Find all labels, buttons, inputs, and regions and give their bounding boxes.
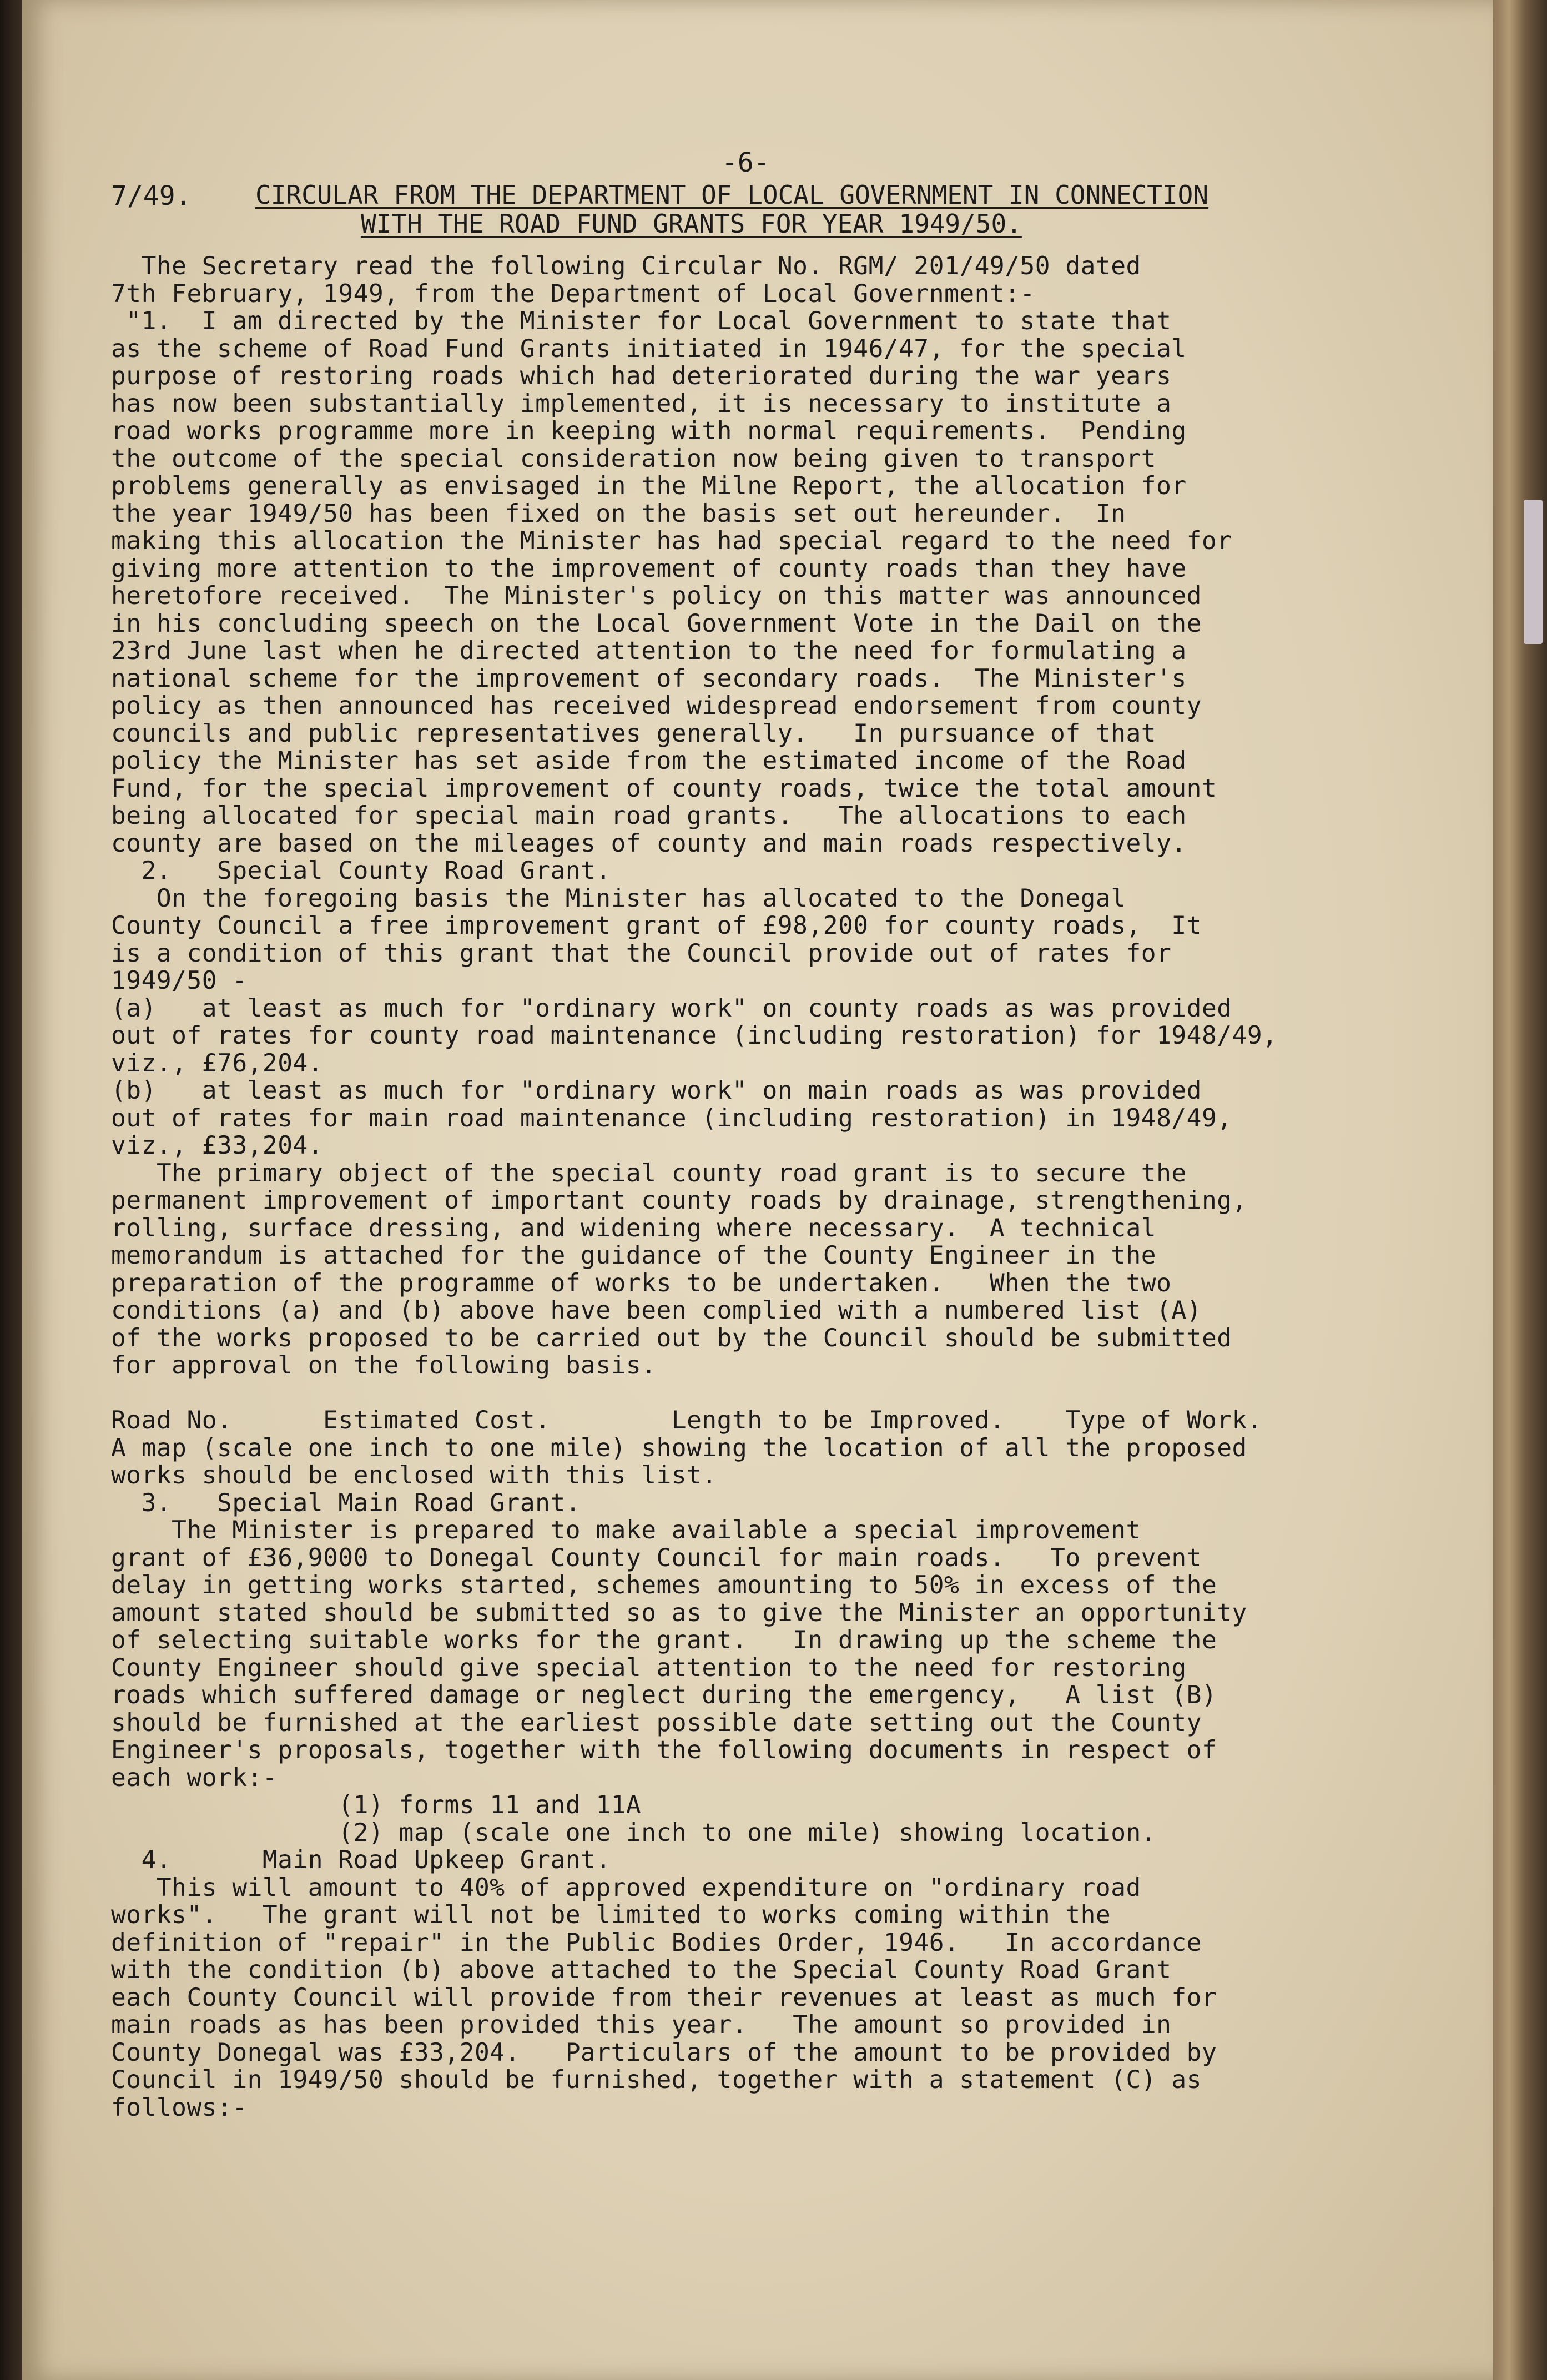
body-line: the outcome of the special consideration now being given to transport — [111, 444, 1157, 473]
body-line: viz., £76,204. — [111, 1049, 324, 1078]
body-line: problems generally as envisaged in the Milne Report, the allocation for — [111, 472, 1187, 500]
body-line: County Donegal was £33,204. Particulars of the amount to be provided by — [111, 2038, 1217, 2067]
body-line: preparation of the programme of works to be undertaken. When the two — [111, 1269, 1172, 1297]
body-line: 2. Special County Road Grant. — [111, 857, 611, 885]
body-line: (1) forms 11 and 11A — [111, 1791, 642, 1819]
body-line: of selecting suitable works for the grant. In drawing up the scheme the — [111, 1626, 1217, 1654]
body-line: conditions (a) and (b) above have been complied with a numbered list (A) — [111, 1296, 1202, 1325]
body-line: county are based on the mileages of county and main roads respectively. — [111, 829, 1187, 858]
body-line: "1. I am directed by the Minister for Local Government to state that — [111, 307, 1172, 335]
body-line: Engineer's proposals, together with the following documents in respect of — [111, 1736, 1217, 1764]
body-line: each work:- — [111, 1763, 278, 1792]
body-line: of the works proposed to be carried out by the Council should be submitted — [111, 1324, 1232, 1352]
body-line: in his concluding speech on the Local Government Vote in the Dail on the — [111, 609, 1202, 638]
body-line: being allocated for special main road grants. The allocations to each — [111, 802, 1187, 830]
page-number: -6- — [722, 147, 770, 178]
body-line: This will amount to 40% of approved expenditure on "ordinary road — [111, 1873, 1141, 1902]
body-line: grant of £36,9000 to Donegal County Council for main roads. To prevent — [111, 1543, 1202, 1572]
body-line: follows:- — [111, 2093, 248, 2122]
bookmark-tab — [1524, 500, 1543, 644]
heading-line-2: WITH THE ROAD FUND GRANTS FOR YEAR 1949/50. — [361, 209, 1022, 239]
body-line: policy as then announced has received widespread endorsement from county — [111, 692, 1202, 720]
body-line: works". The grant will not be limited to works coming within the — [111, 1901, 1111, 1929]
body-line: is a condition of this grant that the Council provide out of rates for — [111, 939, 1172, 968]
body-line: 3. Special Main Road Grant. — [111, 1488, 581, 1517]
body-line: should be furnished at the earliest possible date setting out the County — [111, 1708, 1202, 1737]
body-line: national scheme for the improvement of secondary roads. The Minister's — [111, 664, 1187, 693]
body-line: the year 1949/50 has been fixed on the basis set out hereunder. In — [111, 499, 1126, 528]
body-line: (b) at least as much for "ordinary work" on main roads as was provided — [111, 1076, 1202, 1105]
body-line: 23rd June last when he directed attention to the need for formulating a — [111, 637, 1187, 665]
body-line: The Secretary read the following Circular No. RGM/ 201/49/50 dated — [111, 252, 1141, 280]
body-line: 4. Main Road Upkeep Grant. — [111, 1846, 611, 1874]
body-line: Council in 1949/50 should be furnished, together with a statement (C) as — [111, 2066, 1202, 2094]
book-binding — [0, 0, 22, 2380]
body-line: out of rates for main road maintenance (including restoration) in 1948/49, — [111, 1104, 1232, 1133]
body-line: policy the Minister has set aside from the estimated income of the Road — [111, 747, 1187, 775]
body-line: with the condition (b) above attached to the Special County Road Grant — [111, 1956, 1172, 1984]
body-line — [111, 1380, 1365, 1407]
body-line: Fund, for the special improvement of county roads, twice the total amount — [111, 774, 1217, 803]
body-line: making this allocation the Minister has had special regard to the need for — [111, 527, 1232, 555]
body-line: roads which suffered damage or neglect during the emergency, A list (B) — [111, 1681, 1217, 1709]
heading-line-1: CIRCULAR FROM THE DEPARTMENT OF LOCAL GOVERNMENT IN CONNECTION — [255, 180, 1209, 210]
body-line: memorandum is attached for the guidance of the County Engineer in the — [111, 1241, 1157, 1270]
body-line: County Council a free improvement grant of £98,200 for county roads, It — [111, 912, 1202, 940]
body-line: has now been substantially implemented, it is necessary to institute a — [111, 389, 1172, 418]
body-line: amount stated should be submitted so as to give the Minister an opportunity — [111, 1598, 1247, 1627]
body-line: A map (scale one inch to one mile) showing the location of all the proposed — [111, 1433, 1247, 1462]
body-line: each County Council will provide from their revenues at least as much for — [111, 1983, 1217, 2012]
body-line: out of rates for county road maintenance (including restoration) for 1948/49, — [111, 1022, 1278, 1050]
body-line: for approval on the following basis. — [111, 1351, 657, 1380]
body-line: works should be enclosed with this list. — [111, 1461, 717, 1490]
body-line: purpose of restoring roads which had deteriorated during the war years — [111, 362, 1172, 390]
body-line: 7th February, 1949, from the Department of Local Government:- — [111, 279, 1035, 308]
body-line: viz., £33,204. — [111, 1131, 324, 1160]
body-line: as the scheme of Road Fund Grants initiated in 1946/47, for the special — [111, 334, 1187, 363]
body-line: giving more attention to the improvement of county roads than they have — [111, 554, 1187, 583]
body-line: permanent improvement of important county roads by drainage, strengthening, — [111, 1186, 1247, 1215]
body-line: Road No. Estimated Cost. Length to be Improved. Type of Work. — [111, 1406, 1263, 1435]
body-line: County Engineer should give special attention to the need for restoring — [111, 1653, 1187, 1682]
circular-number: 7/49. — [111, 180, 192, 212]
body-line: heretofore received. The Minister's policy on this matter was announced — [111, 582, 1202, 610]
body-line: On the foregoing basis the Minister has allocated to the Donegal — [111, 884, 1126, 913]
body-line: delay in getting works started, schemes amounting to 50% in excess of the — [111, 1571, 1217, 1599]
document-body — [111, 253, 1365, 2121]
body-line: 1949/50 - — [111, 967, 248, 995]
body-line: The primary object of the special county road grant is to secure the — [111, 1159, 1187, 1188]
body-line: councils and public representatives generally. In pursuance of that — [111, 719, 1157, 748]
body-line: (a) at least as much for "ordinary work" on county roads as was provided — [111, 994, 1232, 1023]
body-line: rolling, surface dressing, and widening where necessary. A technical — [111, 1214, 1157, 1242]
body-line: main roads as has been provided this year. The amount so provided in — [111, 2011, 1172, 2039]
body-line: definition of "repair" in the Public Bodies Order, 1946. In accordance — [111, 1928, 1202, 1957]
body-line: road works programme more in keeping with normal requirements. Pending — [111, 417, 1187, 445]
page-stack-edge — [1493, 0, 1547, 2380]
body-line: (2) map (scale one inch to one mile) showing location. — [111, 1818, 1157, 1847]
document-heading — [255, 180, 1208, 238]
body-line: The Minister is prepared to make available a special improvement — [111, 1516, 1141, 1544]
